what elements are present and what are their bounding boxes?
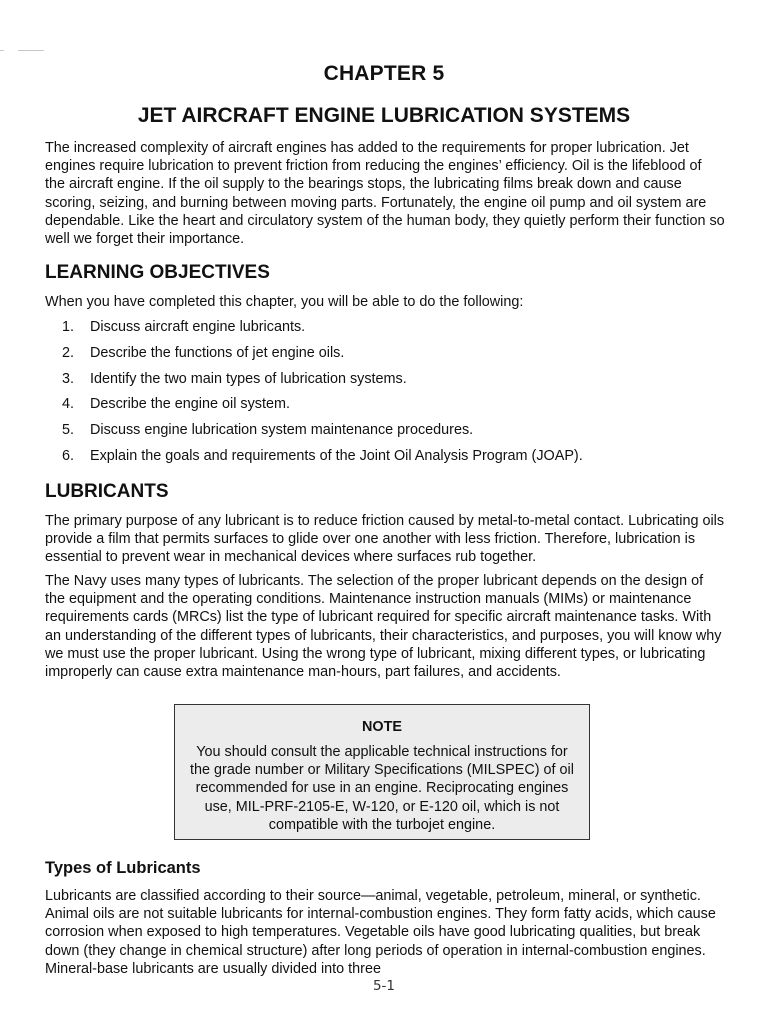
types-of-lubricants-heading: Types of Lubricants	[45, 859, 201, 877]
list-item	[62, 344, 583, 370]
list-text: Explain the goals and requirements of the Joint Oil Analysis Program (JOAP).	[90, 447, 583, 464]
lubricants-paragraph-1: The primary purpose of any lubricant is to reduce friction caused by metal-to-metal contact. Lubricating oils provide a film that permits surfaces to glide over one another with less friction. Therefore, lubrication is essential to prevent wear in mechanical devices where surfaces rub together.	[45, 513, 725, 566]
lubricants-paragraph-2: The Navy uses many types of lubricants. The selection of the proper lubricant depends on the design of the equipment and the operating conditions. Maintenance instruction manuals (MIMs) or maintenance requirements cards (MRCs) list the type of lubricant required for specific aircraft maintenance tasks. With an understanding of the different types of lubricants, their characteristics, and purposes, you will know why we must use the proper lubricant. Using the wrong type of lubricant, mixing different types, or lubricating improperly can cause extra maintenance man-hours, part failures, and accidents.	[45, 573, 722, 681]
intro-paragraph: The increased complexity of aircraft engines has added to the requirements for proper lubrication. Jet engines require lubrication to prevent friction from reducing the engines’ efficiency. Oil is the lifeblood of the aircraft engine. If the oil supply to the bearings stops, the lubricating films break down and cause scoring, seizing, and burning between moving parts. Fortunately, the engine oil pump and oil system are dependable. Like the heart and circulatory system of the human body, they quietly perform their function so well we forget their importance.	[45, 140, 725, 248]
note-box	[174, 704, 590, 840]
list-text: Describe the functions of jet engine oils.	[90, 344, 345, 361]
objectives-list	[62, 318, 583, 473]
chapter-title: JET AIRCRAFT ENGINE LUBRICATION SYSTEMS	[137, 104, 631, 127]
list-text: Discuss engine lubrication system maintenance procedures.	[90, 422, 474, 439]
list-number: 3.	[62, 370, 75, 387]
list-item	[62, 370, 583, 396]
list-item	[62, 318, 583, 344]
list-number: 6.	[62, 447, 75, 464]
learning-objectives-heading: LEARNING OBJECTIVES	[45, 262, 270, 283]
list-number: 4.	[62, 396, 75, 413]
types-paragraph: Lubricants are classified according to their source—animal, vegetable, petroleum, mineral, or synthetic. Animal oils are not suitable lubricants for internal-combustion engines. They form fatty acids, which cause corrosion when exposed to high temperatures. Vegetable oils have good lubricating qualities, but break down (they change in chemical structure) after long periods of operation in internal-combustion engines. Mineral-base lubricants are usually divided into three	[45, 888, 716, 977]
list-text: Describe the engine oil system.	[90, 396, 290, 413]
chapter-number: CHAPTER 5	[323, 62, 445, 85]
list-text: Identify the two main types of lubrication systems.	[90, 370, 407, 387]
objectives-lead: When you have completed this chapter, you will be able to do the following:	[45, 294, 524, 310]
list-item	[62, 395, 583, 421]
list-item	[62, 421, 583, 447]
page-number: 5-1	[372, 978, 396, 994]
scan-artifact	[0, 50, 44, 54]
note-title: NOTE	[362, 719, 402, 735]
note-body: You should consult the applicable technical instructions for the grade number or Military Specifications (MILSPEC) of oil recommended for use in an engine. Reciprocating engines use, MIL-PRF-2105-E, W-120, or E-120 oil, which is not compatible with the turbojet engine.	[190, 744, 574, 833]
list-item	[62, 447, 583, 473]
list-number: 5.	[62, 422, 75, 439]
list-number: 1.	[62, 319, 75, 335]
lubricants-heading: LUBRICANTS	[45, 481, 169, 502]
list-text: Discuss aircraft engine lubricants.	[90, 319, 306, 335]
list-number: 2.	[62, 344, 75, 361]
